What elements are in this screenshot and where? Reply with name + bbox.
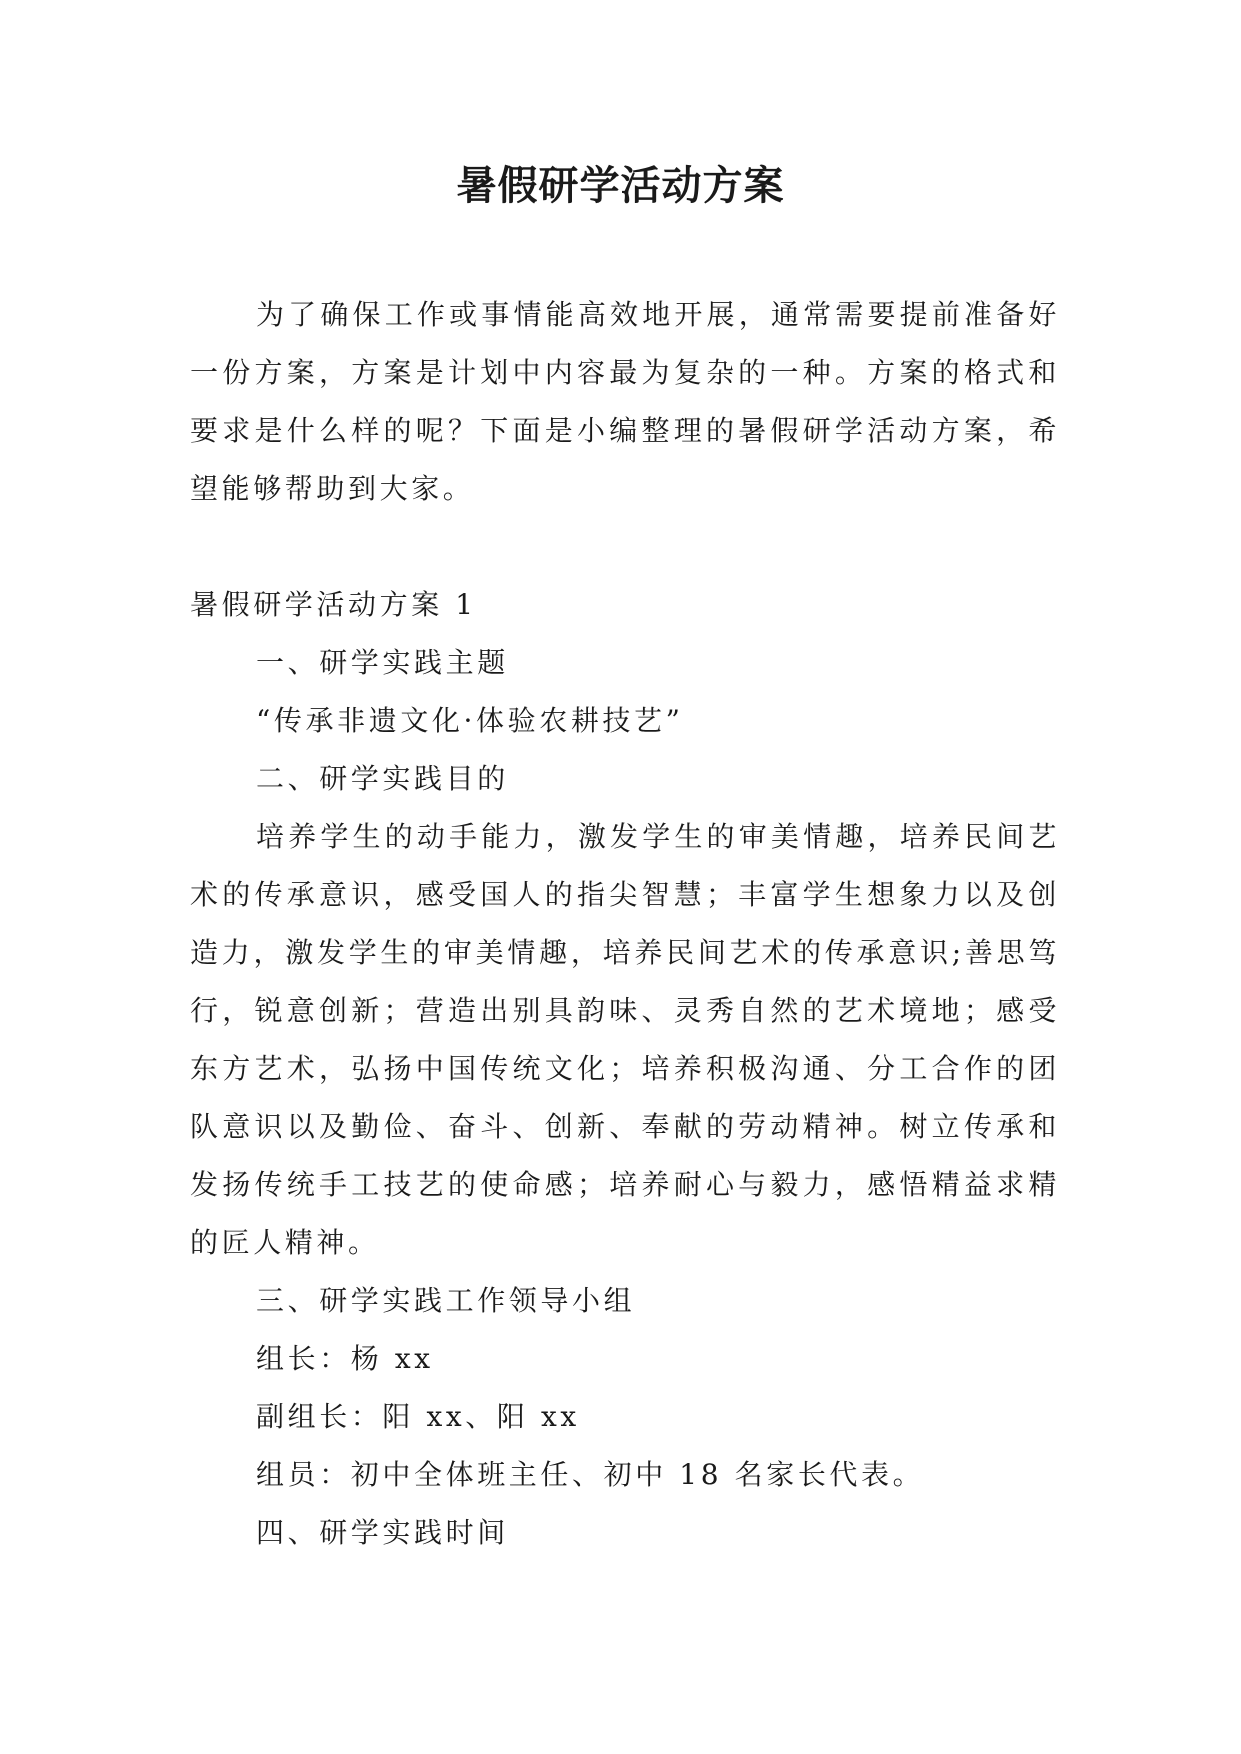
- intro-paragraph: 为了确保工作或事情能高效地开展，通常需要提前准备好一份方案，方案是计划中内容最为复杂的一种。方案的格式和要求是什么样的呢？下面是小编整理的暑假研学活动方案，希望能够帮助到大家。: [190, 298, 1060, 505]
- section-title: 暑假研学活动方案 1: [190, 588, 477, 621]
- paragraph-spacer: [190, 518, 1060, 576]
- document-title: 暑假研学活动方案: [456, 162, 785, 209]
- leader-line: 组长：杨 xx: [256, 1342, 434, 1375]
- document-body: [190, 286, 1060, 1562]
- theme-text: “传承非遗文化·体验农耕技艺”: [256, 704, 684, 737]
- heading-time: 四、研学实践时间: [256, 1516, 509, 1549]
- deputy-line: 副组长：阳 xx、阳 xx: [256, 1400, 580, 1433]
- heading-theme: 一、研学实践主题: [256, 646, 509, 679]
- heading-purpose: 二、研学实践目的: [256, 762, 509, 795]
- heading-leadership: 三、研学实践工作领导小组: [256, 1284, 636, 1317]
- members-line: 组员：初中全体班主任、初中 18 名家长代表。: [256, 1458, 925, 1491]
- purpose-paragraph: 培养学生的动手能力，激发学生的审美情趣，培养民间艺术的传承意识，感受国人的指尖智慧；丰富学生想象力以及创造力，激发学生的审美情趣，培养民间艺术的传承意识;善思笃行，锐意创新；营造出别具韵味、灵秀自然的艺术境地；感受东方艺术，弘扬中国传统文化；培养积极沟通、分工合作的团队意识以及勤俭、奋斗、创新、奉献的劳动精神。树立传承和发扬传统手工技艺的使命感；培养耐心与毅力，感悟精益求精的匠人精神。: [190, 820, 1060, 1259]
